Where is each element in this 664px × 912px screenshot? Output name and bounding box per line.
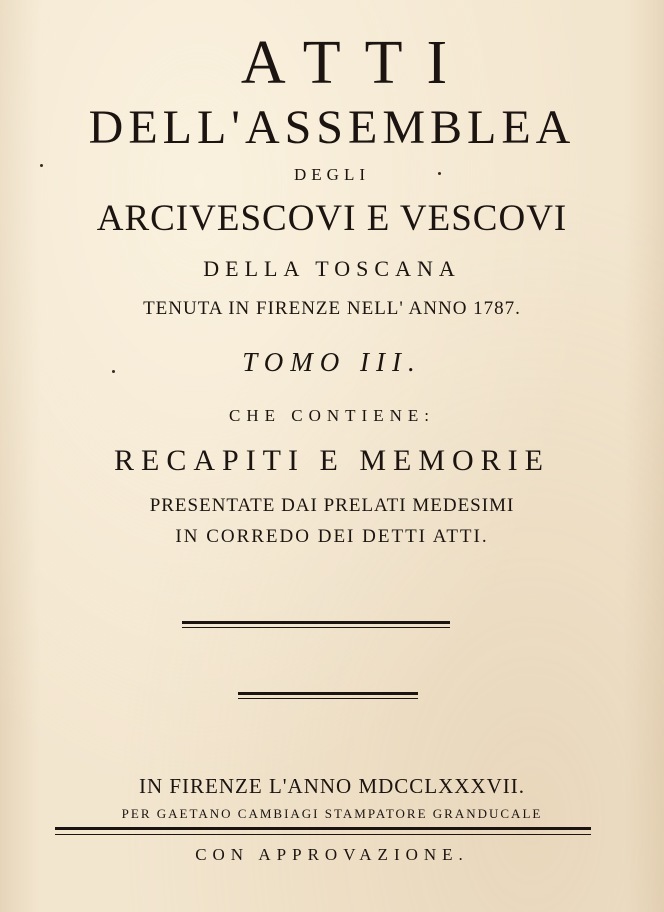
ink-speck xyxy=(438,172,441,175)
title: ATTI xyxy=(240,29,472,97)
imprint-approval: CON APPROVAZIONE. xyxy=(195,845,469,864)
contains-line: CHE CONTIENE: xyxy=(229,406,435,425)
divider-rule-1-thick xyxy=(182,621,450,624)
content-line-1: PRESENTATE DAI PRELATI MEDESIMI xyxy=(149,495,515,516)
imprint-printer: PER GAETANO CAMBIAGI STAMPATORE GRANDUCALE xyxy=(121,806,543,821)
divider-rule-2-thin xyxy=(238,698,418,699)
divider-rule-2-thick xyxy=(238,692,418,695)
ink-speck xyxy=(112,370,115,373)
held-line: TENUTA IN FIRENZE NELL' ANNO 1787. xyxy=(143,298,521,319)
imprint-place-year: IN FIRENZE L'ANNO MDCCLXXXVII. xyxy=(138,774,526,798)
degli-line: DEGLI xyxy=(294,165,370,184)
region-line: DELLA TOSCANA xyxy=(203,256,461,281)
subtitle: DELL'ASSEMBLEA xyxy=(88,101,576,154)
imprint-rule-thin xyxy=(55,834,591,835)
content-line-2: IN CORREDO DEI DETTI ATTI. xyxy=(175,526,489,547)
imprint-rule-thick xyxy=(55,827,591,830)
bishops-line: ARCIVESCOVI E VESCOVI xyxy=(96,198,568,239)
ink-speck xyxy=(40,164,43,167)
divider-rule-1-thin xyxy=(182,627,450,628)
volume-line: TOMO III. xyxy=(242,347,422,377)
content-title: RECAPITI E MEMORIE xyxy=(114,444,550,477)
